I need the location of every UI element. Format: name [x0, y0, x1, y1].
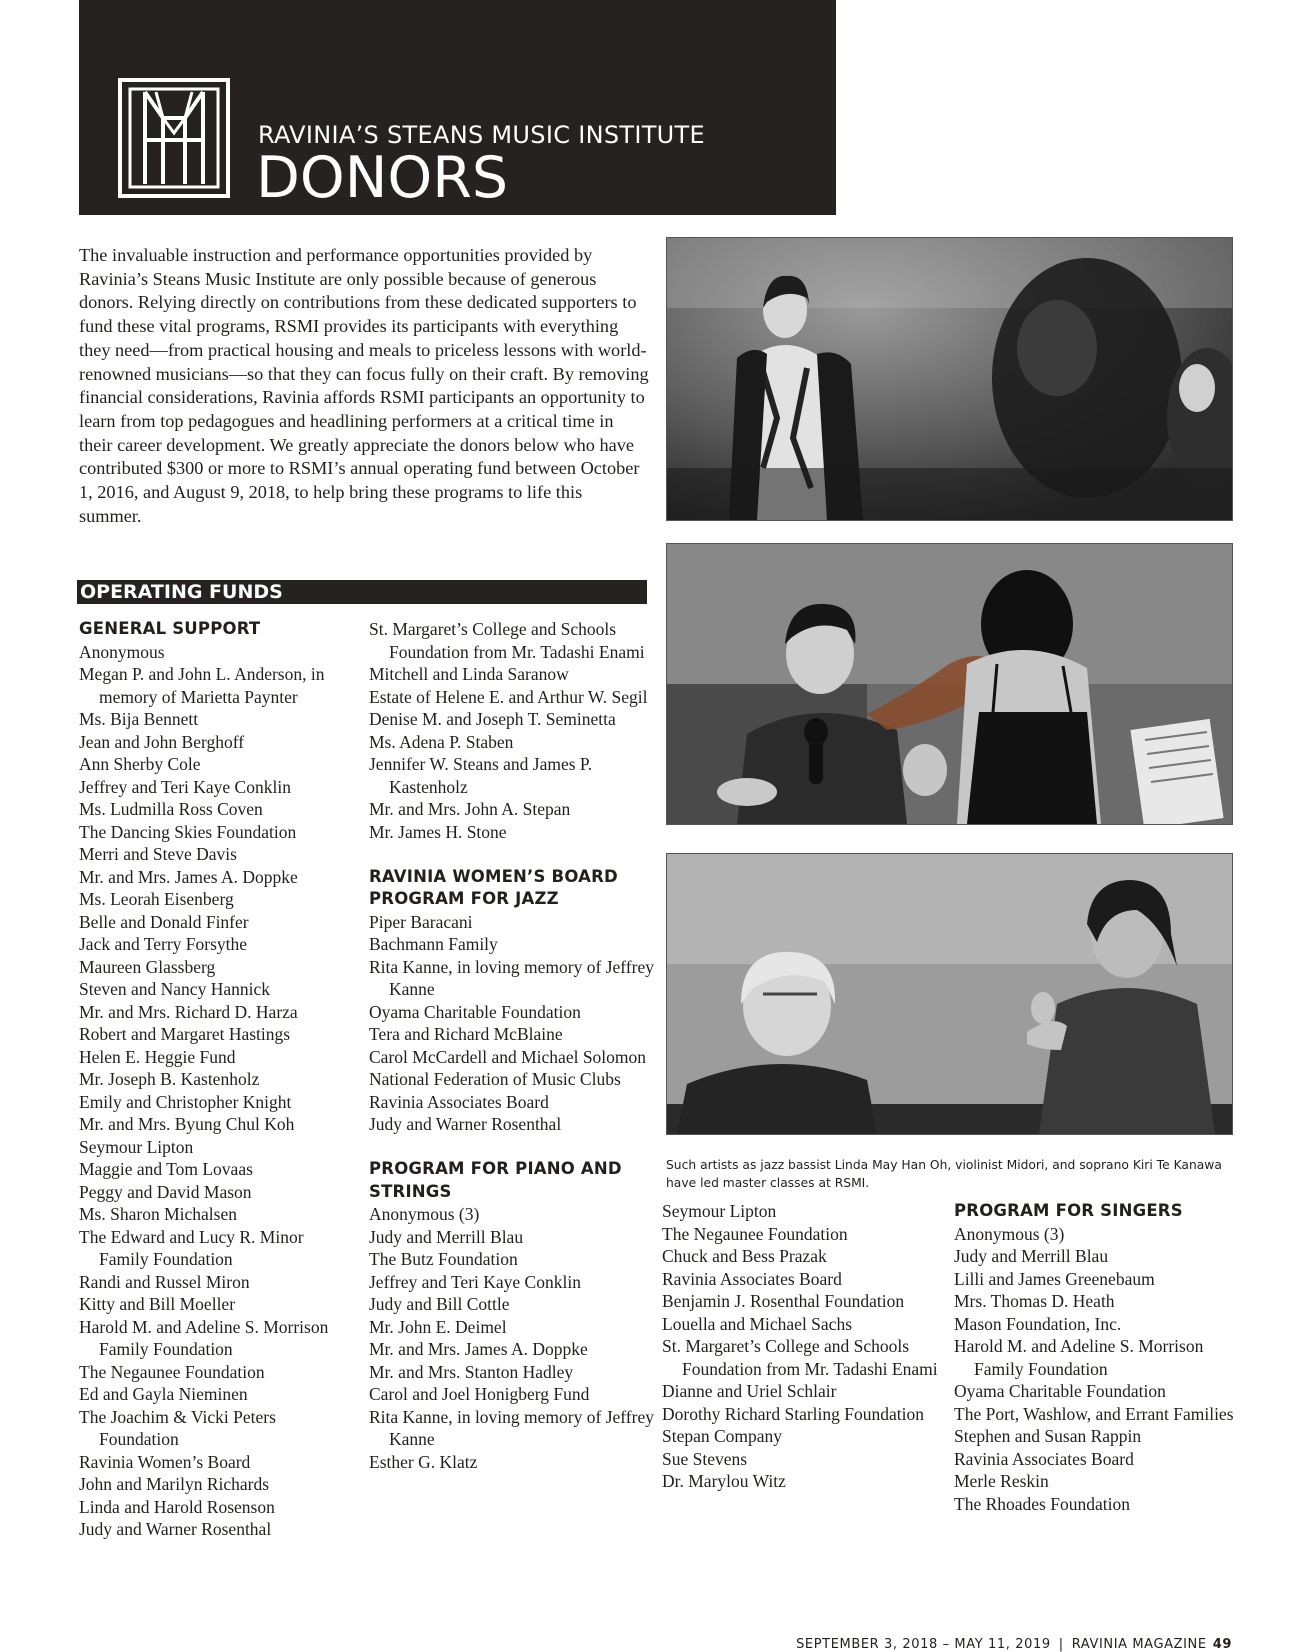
donor-name: Dianne and Uriel Schlair	[662, 1381, 837, 1401]
donor-name: Mr. and Mrs. Richard D. Harza	[79, 1001, 298, 1022]
donor-name: Lilli and James Greenebaum	[954, 1268, 1155, 1289]
donor-name: Sue Stevens	[662, 1448, 748, 1469]
footer-dates: SEPTEMBER 3, 2018 – MAY 11, 2019	[796, 1637, 1051, 1652]
spacer	[369, 1136, 654, 1159]
donor-name: St. Margaret’s College and Schools Foundation from Mr. Tadashi Enami	[369, 619, 645, 662]
donor-name: Ms. Sharon Michalsen	[79, 1204, 237, 1224]
donor-name: Randi and Russel Miron	[79, 1271, 250, 1292]
donor-name: Mr. John E. Deimel	[369, 1316, 507, 1337]
donor-name: Jeffrey and Teri Kaye Conklin	[79, 776, 291, 797]
donor-name: Linda and Harold Rosenson	[79, 1496, 275, 1517]
donor-name: Jeffrey and Teri Kaye Conklin	[369, 1271, 581, 1292]
donor-name: Ms. Ludmilla Ross Coven	[79, 799, 263, 819]
fund-heading: GENERAL SUPPORT	[79, 619, 261, 638]
donor-name: Denise M. and Joseph T. Seminetta	[369, 709, 616, 729]
donor-name: The Rhoades Foundation	[954, 1493, 1130, 1514]
donor-name: St. Margaret’s College and Schools Foundation from Mr. Tadashi Enami	[662, 1336, 938, 1379]
donor-name: Mrs. Thomas D. Heath	[954, 1291, 1115, 1311]
donor-name: Esther G. Klatz	[369, 1451, 478, 1472]
donor-name: Harold M. and Adeline S. Morrison Family Foundation	[79, 1316, 329, 1359]
donor-name: Benjamin J. Rosenthal Foundation	[662, 1291, 905, 1311]
donor-name: Ms. Bija Bennett	[79, 709, 199, 729]
donor-name: John and Marilyn Richards	[79, 1474, 270, 1494]
donor-name: Mr. and Mrs. Stanton Hadley	[369, 1361, 574, 1382]
donor-name: Seymour Lipton	[662, 1201, 777, 1221]
donor-name: Robert and Margaret Hastings	[79, 1024, 291, 1044]
donor-name: Mitchell and Linda Saranow	[369, 664, 569, 684]
donor-name: The Edward and Lucy R. Minor Family Foundation	[79, 1226, 304, 1269]
donor-name: Mason Foundation, Inc.	[954, 1313, 1122, 1334]
donor-name: The Negaunee Foundation	[662, 1223, 848, 1244]
donor-name: Chuck and Bess Prazak	[662, 1246, 827, 1266]
donor-name: Mr. and Mrs. John A. Stepan	[369, 799, 571, 819]
donor-name: Ann Sherby Cole	[79, 754, 201, 774]
donor-name: Anonymous	[79, 641, 165, 662]
donor-name: Ms. Leorah Eisenberg	[79, 889, 234, 909]
photo-vocal-coaching	[666, 853, 1233, 1135]
donor-name: Maureen Glassberg	[79, 956, 216, 977]
header-kicker: RAVINIA’S STEANS MUSIC INSTITUTE	[258, 121, 705, 149]
donor-name: Jack and Terry Forsythe	[79, 934, 248, 954]
donor-name: Anonymous (3)	[954, 1223, 1065, 1244]
donor-name: Mr. Joseph B. Kastenholz	[79, 1069, 260, 1089]
donor-name: Carol and Joel Honigberg Fund	[369, 1384, 590, 1404]
donor-name: Kitty and Bill Moeller	[79, 1294, 236, 1314]
donor-name: Carol McCardell and Michael Solomon	[369, 1046, 647, 1067]
donor-name: Dr. Marylou Witz	[662, 1471, 786, 1491]
page-number: 49	[1212, 1637, 1232, 1652]
donor-name: Steven and Nancy Hannick	[79, 979, 270, 999]
donor-name: Belle and Donald Finfer	[79, 911, 249, 932]
donor-name: Ed and Gayla Nieminen	[79, 1384, 248, 1404]
donor-name: Mr. and Mrs. Byung Chul Koh	[79, 1114, 295, 1134]
donor-name: The Butz Foundation	[369, 1249, 518, 1269]
fund-heading: PROGRAM FOR PIANO AND STRINGS	[369, 1159, 622, 1201]
donor-name: Ms. Adena P. Staben	[369, 731, 514, 752]
donor-name: Seymour Lipton	[79, 1136, 194, 1157]
donor-name: Judy and Merrill Blau	[369, 1226, 524, 1247]
photo-violin-lesson	[666, 543, 1233, 825]
donor-name: Megan P. and John L. Anderson, in memory of Marietta Paynter	[79, 664, 325, 707]
donor-name: Judy and Bill Cottle	[369, 1294, 510, 1314]
donor-name: Estate of Helene E. and Arthur W. Segil	[369, 686, 648, 707]
donor-name: The Negaunee Foundation	[79, 1361, 265, 1382]
photo-caption: Such artists as jazz bassist Linda May Han Oh, violinist Midori, and soprano Kiri Te Kanawa have led master classes at RSMI.	[666, 1158, 1222, 1190]
donor-name: Ravinia Associates Board	[662, 1268, 842, 1289]
donor-name: Jennifer W. Steans and James P. Kastenholz	[369, 754, 593, 797]
donor-column-4	[954, 1200, 1239, 1515]
donor-name: Oyama Charitable Foundation	[954, 1381, 1166, 1401]
footer-separator: |	[1058, 1637, 1064, 1652]
donor-name: Dorothy Richard Starling Foundation	[662, 1403, 924, 1424]
page-footer	[796, 1637, 1232, 1652]
intro-paragraph: The invaluable instruction and performance opportunities provided by Ravinia’s Steans Music Institute are only possible because of generous donors. Relying directly on contributions from these dedicated supporters to fund these vital programs, RSMI provides its participants with everything they need—from practical housing and meals to priceless lessons with world-renowned musicians—so that they can focus fully on their craft. By removing financial considerations, Ravinia affords RSMI participants an opportunity to learn from top pedagogues and headlining performers at a critical time in their career development. We greatly appreciate the donors below who have contributed $300 or more to RSMI’s annual operating fund between October 1, 2016, and August 9, 2018, to help bring these programs to life this summer.	[79, 245, 649, 526]
donor-name: Oyama Charitable Foundation	[369, 1001, 581, 1022]
donor-name: The Port, Washlow, and Errant Families	[954, 1403, 1234, 1424]
donor-name: Maggie and Tom Lovaas	[79, 1159, 253, 1179]
donor-name: Mr. and Mrs. James A. Doppke	[369, 1339, 588, 1359]
donor-name: The Dancing Skies Foundation	[79, 821, 297, 842]
donor-name: Stepan Company	[662, 1426, 783, 1446]
donor-name: Helen E. Heggie Fund	[79, 1046, 236, 1067]
fund-heading: PROGRAM FOR SINGERS	[954, 1201, 1183, 1220]
donor-name: Judy and Merrill Blau	[954, 1246, 1109, 1266]
donor-name: Tera and Richard McBlaine	[369, 1024, 563, 1044]
donor-name: Ravinia Associates Board	[954, 1448, 1134, 1469]
donor-column-3	[662, 1200, 942, 1493]
donor-name: Piper Baracani	[369, 911, 473, 932]
donor-name: Anonymous (3)	[369, 1204, 480, 1224]
spacer	[369, 843, 654, 866]
donor-column-1	[79, 618, 354, 1541]
donor-name: Mr. and Mrs. James A. Doppke	[79, 866, 298, 887]
footer-magazine: RAVINIA MAGAZINE	[1071, 1637, 1207, 1652]
donor-name: Ravinia Women’s Board	[79, 1451, 251, 1472]
donor-name: The Joachim & Vicki Peters Foundation	[79, 1406, 276, 1449]
donor-name: Judy and Warner Rosenthal	[369, 1114, 562, 1134]
donor-name: Judy and Warner Rosenthal	[79, 1519, 272, 1539]
donor-name: Bachmann Family	[369, 934, 498, 954]
donor-name: Rita Kanne, in loving memory of Jeffrey Kanne	[369, 956, 654, 999]
donor-name: Harold M. and Adeline S. Morrison Family Foundation	[954, 1336, 1204, 1379]
donor-column-2	[369, 618, 654, 1473]
photo-instructor-studio	[666, 237, 1233, 521]
fund-heading: RAVINIA WOMEN’S BOARD PROGRAM FOR JAZZ	[369, 866, 618, 908]
donor-name: Merle Reskin	[954, 1471, 1049, 1491]
donor-name: Ravinia Associates Board	[369, 1091, 549, 1112]
donor-name: Jean and John Berghoff	[79, 731, 245, 752]
donor-name: National Federation of Music Clubs	[369, 1069, 621, 1089]
page-title: DONORS	[256, 145, 509, 211]
donor-name: Stephen and Susan Rappin	[954, 1426, 1142, 1446]
donor-name: Mr. James H. Stone	[369, 821, 507, 842]
donor-name: Louella and Michael Sachs	[662, 1313, 853, 1334]
donor-name: Rita Kanne, in loving memory of Jeffrey Kanne	[369, 1406, 654, 1449]
donor-name: Emily and Christopher Knight	[79, 1091, 292, 1112]
donor-name: Merri and Steve Davis	[79, 844, 237, 864]
section-bar-operating-funds: OPERATING FUNDS	[77, 580, 647, 604]
donor-name: Peggy and David Mason	[79, 1181, 252, 1202]
rsmi-logo-icon	[118, 78, 230, 198]
